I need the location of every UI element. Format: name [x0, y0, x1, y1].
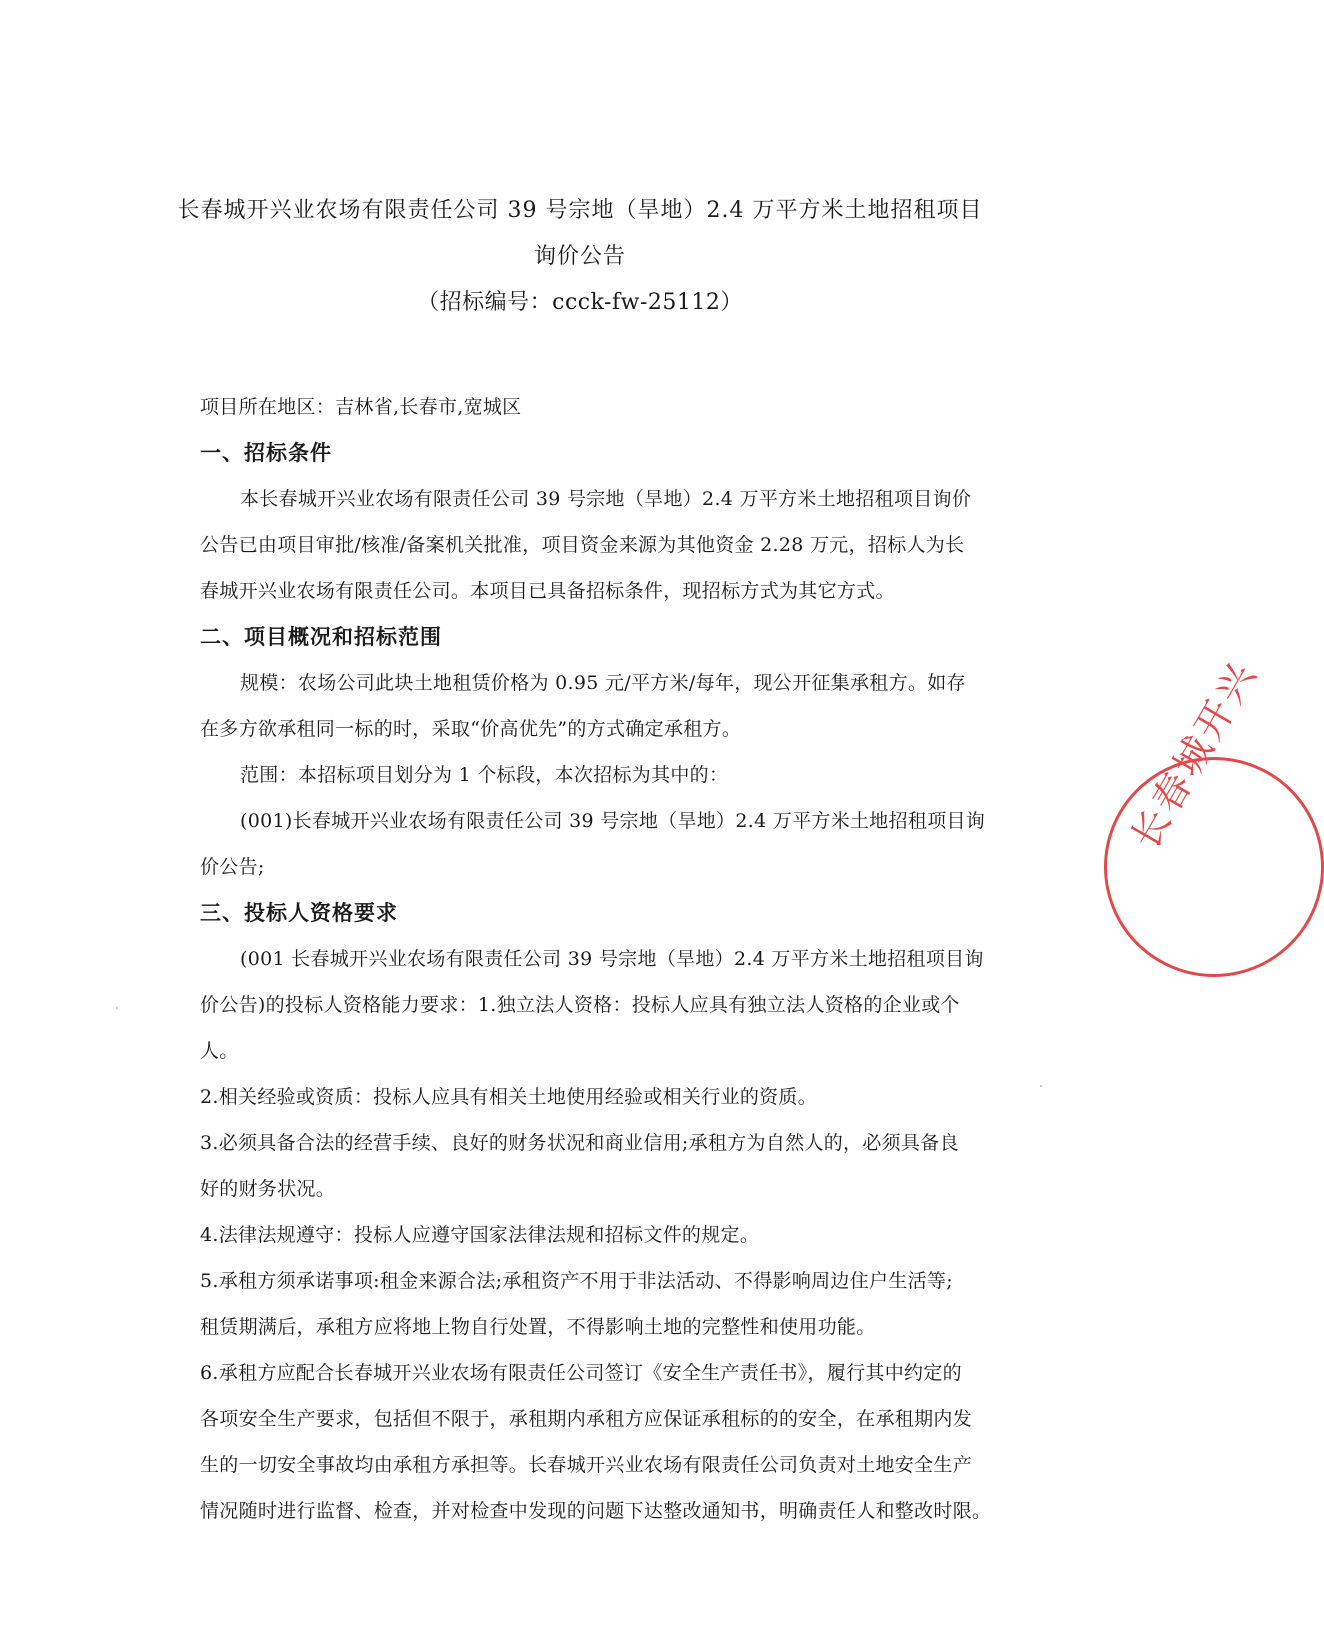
document-title-line1: 长春城开兴业农场有限责任公司 39 号宗地（旱地）2.4 万平方米土地招租项目	[177, 198, 983, 223]
paragraph-line: (001)长春城开兴业农场有限责任公司 39 号宗地（旱地）2.4 万平方米土地招租项目询	[240, 810, 986, 832]
section-heading-bidder-qualifications: 三、投标人资格要求	[200, 900, 398, 925]
paragraph-line: 5.承租方须承诺事项:租金来源合法;承租资产不用于非法活动、不得影响周边住户生活等;	[200, 1270, 953, 1292]
document-body	[200, 384, 992, 1534]
project-location: 项目所在地区：吉林省,长春市,宽城区	[200, 396, 522, 418]
document-number: （招标编号：ccck-fw-25112）	[417, 290, 743, 315]
paragraph-line: 公告已由项目审批/核准/备案机关批准，项目资金来源为其他资金 2.28 万元，招标人为长	[200, 534, 965, 556]
official-seal	[1104, 652, 1324, 977]
paragraph-line: 规模：农场公司此块土地租赁价格为 0.95 元/平方米/每年，现公开征集承租方。如存	[240, 672, 966, 694]
paragraph-line: 生的一切安全事故均由承租方承担等。长春城开兴业农场有限责任公司负责对土地安全生产	[200, 1454, 973, 1476]
paragraph-line: 好的财务状况。	[200, 1178, 336, 1200]
paragraph-line: 范围：本招标项目划分为 1 个标段，本次招标为其中的：	[240, 764, 729, 786]
paragraph-line: 春城开兴业农场有限责任公司。本项目已具备招标条件，现招标方式为其它方式。	[200, 580, 895, 602]
paragraph-line: 4.法律法规遵守：投标人应遵守国家法律法规和招标文件的规定。	[200, 1224, 760, 1246]
paragraph-line: 租赁期满后，承租方应将地上物自行处置，不得影响土地的完整性和使用功能。	[200, 1316, 876, 1338]
document-title-line2: 询价公告	[533, 244, 626, 269]
paragraph-line: 各项安全生产要求，包括但不限于，承租期内承租方应保证承租标的的安全，在承租期内发	[200, 1408, 973, 1430]
seal-text: 长春城开兴	[1122, 652, 1266, 857]
paragraph-line: 本长春城开兴业农场有限责任公司 39 号宗地（旱地）2.4 万平方米土地招租项目询价	[240, 488, 972, 510]
paragraph-line: 3.必须具备合法的经营手续、良好的财务状况和商业信用;承租方为自然人的，必须具备良	[200, 1132, 959, 1154]
section-heading-project-overview: 二、项目概况和招标范围	[200, 624, 442, 649]
paragraph-line: (001 长春城开兴业农场有限责任公司 39 号宗地（旱地）2.4 万平方米土地招租项目询	[240, 948, 984, 970]
section-heading-bidding-conditions: 一、招标条件	[200, 440, 332, 465]
paragraph-line: 价公告)的投标人资格能力要求：1.独立法人资格：投标人应具有独立法人资格的企业或个	[200, 994, 960, 1016]
paragraph-line: 人。	[200, 1040, 239, 1062]
scan-speck	[116, 1007, 118, 1009]
scan-speck	[1040, 1085, 1042, 1087]
paragraph-line: 2.相关经验或资质：投标人应具有相关土地使用经验或相关行业的资质。	[200, 1086, 818, 1108]
paragraph-line: 在多方欲承租同一标的时，采取“价高优先”的方式确定承租方。	[200, 718, 742, 740]
paragraph-line: 6.承租方应配合长春城开兴业农场有限责任公司签订《安全生产责任书》，履行其中约定的	[200, 1362, 962, 1384]
paragraph-line: 价公告;	[200, 856, 265, 878]
paragraph-line: 情况随时进行监督、检查，并对检查中发现的问题下达整改通知书，明确责任人和整改时限。	[200, 1500, 992, 1522]
title-block	[160, 188, 1000, 326]
